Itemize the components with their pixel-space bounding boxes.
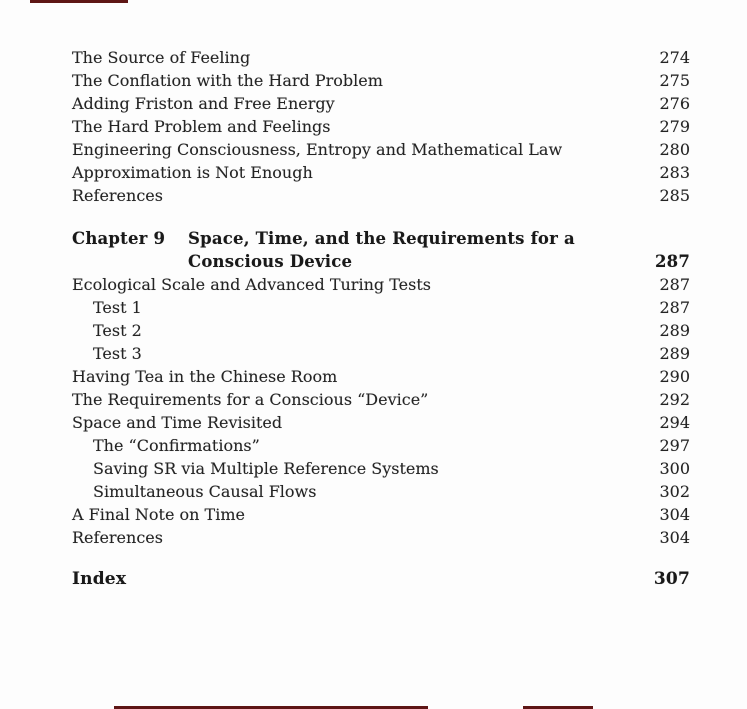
toc-entry [72, 457, 690, 480]
toc-entry [72, 434, 690, 457]
toc-entry-title: Adding Friston and Free Energy [72, 94, 335, 113]
toc-entry [72, 411, 690, 434]
chapter-page: 287 [654, 252, 690, 271]
toc-entry-page: 274 [659, 48, 690, 67]
toc-entry-title: Ecological Scale and Advanced Turing Tests [72, 275, 431, 294]
toc-entry-title: Engineering Consciousness, Entropy and Mathematical Law [72, 140, 563, 159]
toc-entry-title: Space and Time Revisited [72, 413, 283, 432]
toc-entry-page: 292 [659, 390, 690, 409]
toc-entry-title: A Final Note on Time [72, 505, 245, 524]
toc-entry [72, 342, 690, 365]
toc-entry-page: 289 [659, 321, 690, 340]
toc-entry-title: The Hard Problem and Feelings [72, 117, 331, 136]
toc-entry-title: Having Tea in the Chinese Room [72, 367, 338, 386]
chapter-number: Chapter 9 [72, 229, 166, 248]
toc-entry [72, 184, 690, 207]
toc-entry-page: 287 [659, 298, 690, 317]
chapter-title-line-2: Conscious Device [188, 252, 353, 271]
toc-entry-page: 297 [659, 436, 690, 455]
toc-entry [72, 161, 690, 184]
toc-entry-title: Approximation is Not Enough [72, 163, 313, 182]
table-of-contents [72, 46, 690, 591]
toc-entry [72, 69, 690, 92]
toc-entry-title: The Requirements for a Conscious “Device” [72, 390, 429, 409]
chapter-title [188, 227, 575, 273]
toc-entry [72, 388, 690, 411]
toc-entry-page: 279 [659, 117, 690, 136]
toc-entry-page: 289 [659, 344, 690, 363]
toc-entry-page: 276 [659, 94, 690, 113]
toc-entry [72, 296, 690, 319]
toc-entry [72, 365, 690, 388]
toc-entry-title: Test 3 [93, 344, 142, 363]
toc-entry-title: Saving SR via Multiple Reference Systems [93, 459, 439, 478]
index-page: 307 [653, 569, 690, 589]
toc-entry-title: Test 2 [93, 321, 142, 340]
toc-entry-title: Test 1 [93, 298, 142, 317]
toc-entry-page: 294 [659, 413, 690, 432]
index-entry [72, 568, 690, 591]
index-title: Index [72, 569, 127, 589]
toc-entry-page: 287 [659, 275, 690, 294]
toc-entry [72, 115, 690, 138]
toc-entry-title: The Conflation with the Hard Problem [72, 71, 383, 90]
toc-entry [72, 46, 690, 69]
toc-entry-title: The “Confirmations” [93, 436, 260, 455]
toc-entry [72, 319, 690, 342]
toc-entry-page: 304 [659, 505, 690, 524]
toc-entry [72, 526, 690, 549]
page-edge-mark-top [30, 0, 128, 3]
toc-entry-page: 275 [659, 71, 690, 90]
toc-entry [72, 480, 690, 503]
toc-entry-page: 290 [659, 367, 690, 386]
toc-entry-page: 280 [659, 140, 690, 159]
toc-entry-page: 300 [659, 459, 690, 478]
toc-entry [72, 273, 690, 296]
toc-entry-title: References [72, 186, 163, 205]
toc-entry-title: References [72, 528, 163, 547]
chapter-title-line-1: Space, Time, and the Requirements for a [188, 229, 575, 248]
chapter-heading-text [72, 227, 575, 273]
toc-entry [72, 138, 690, 161]
toc-entry-title: The Source of Feeling [72, 48, 251, 67]
toc-entry-page: 302 [659, 482, 690, 501]
chapter-heading [72, 227, 690, 273]
toc-entry-page: 304 [659, 528, 690, 547]
toc-entry-title: Simultaneous Causal Flows [93, 482, 317, 501]
toc-entry-page: 285 [659, 186, 690, 205]
toc-entry [72, 503, 690, 526]
toc-entry [72, 92, 690, 115]
toc-entry-page: 283 [659, 163, 690, 182]
